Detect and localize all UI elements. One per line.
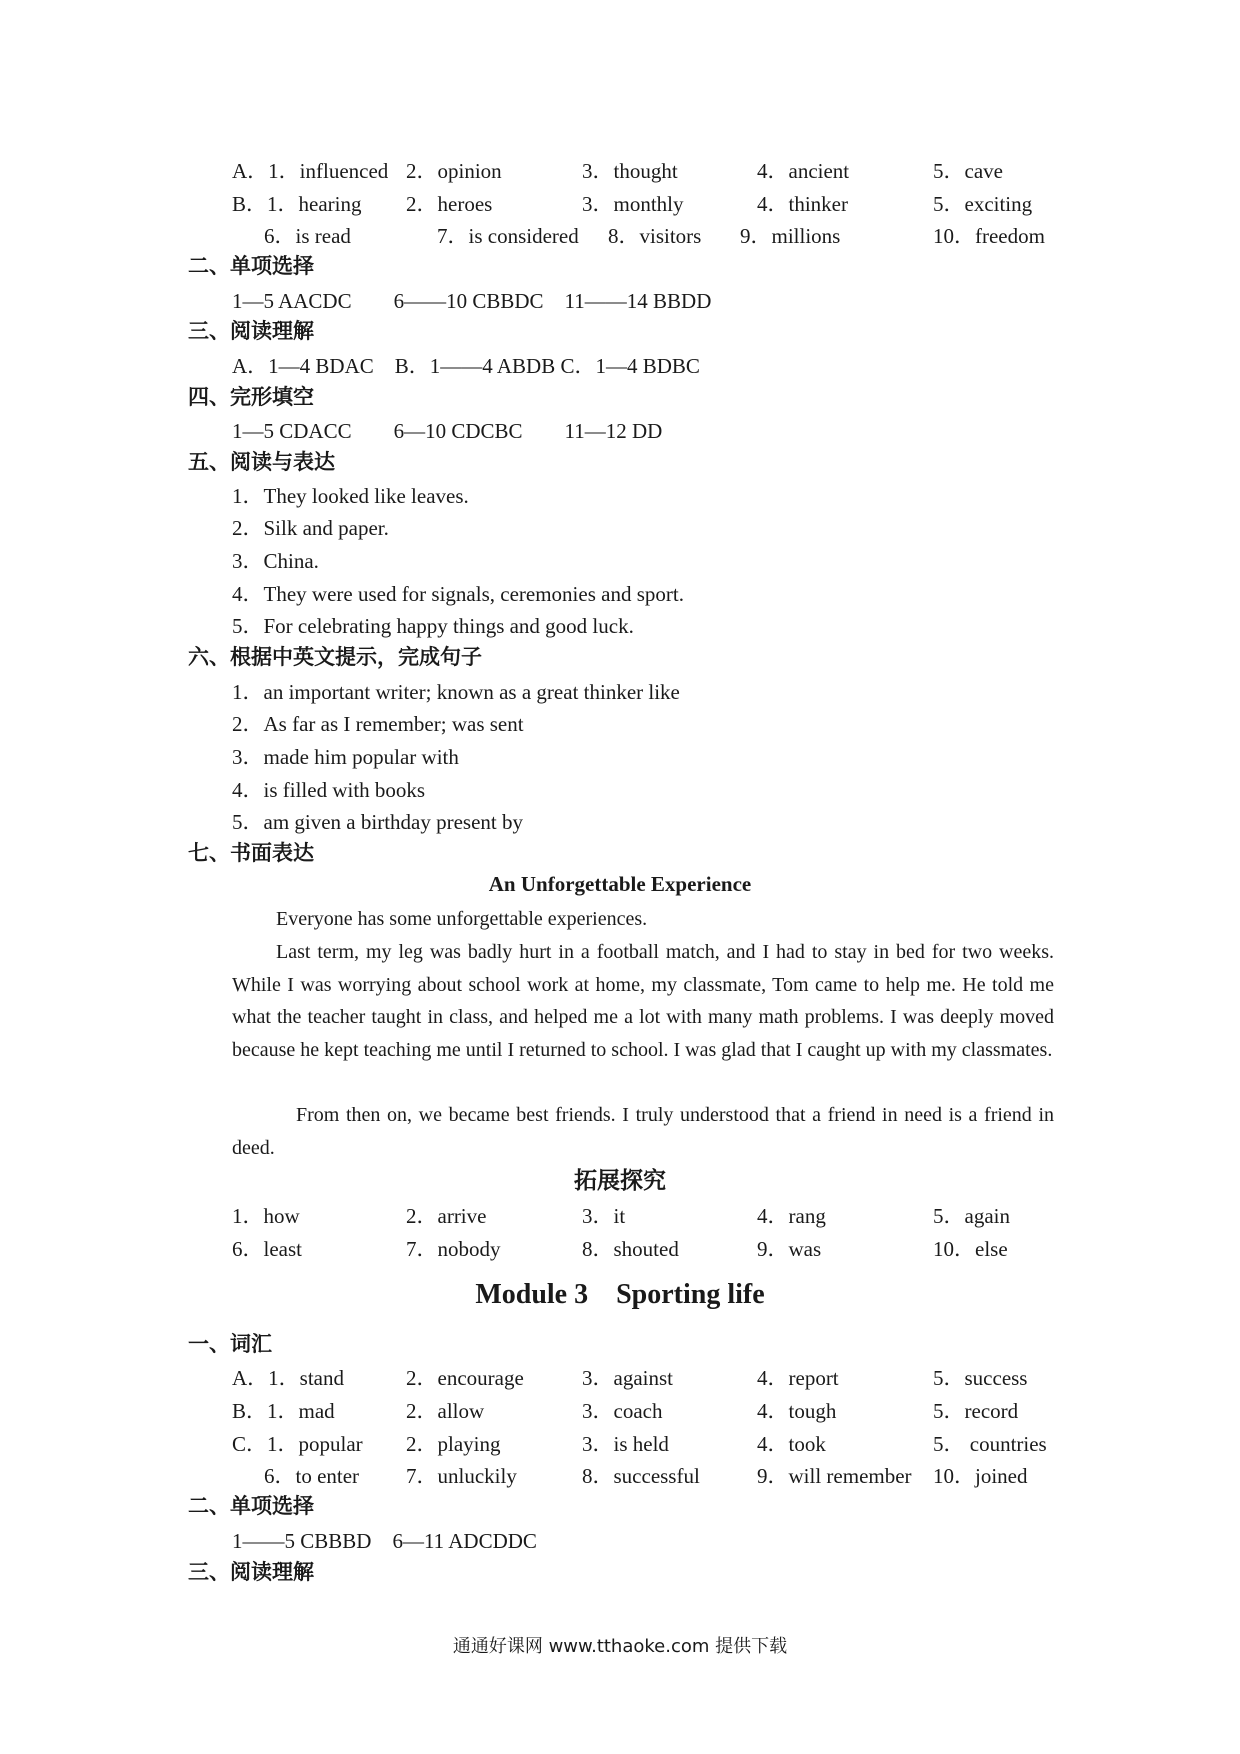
list-item: 1．an important writer; known as a great thinker like xyxy=(232,680,680,704)
grid-cell: 9．was xyxy=(757,1237,822,1261)
section-heading: 七、书面表达 xyxy=(188,841,314,865)
grid-cell: 9．will remember xyxy=(757,1464,912,1488)
grid-cell: 5．exciting xyxy=(933,192,1033,216)
grid-cell: 10．else xyxy=(933,1237,1008,1261)
list-item: 1．They looked like leaves. xyxy=(232,484,469,508)
grid-cell: 3．coach xyxy=(582,1399,663,1423)
module-title: Module 3 Sporting life xyxy=(475,1279,765,1310)
grid-cell: 6．to enter xyxy=(264,1464,360,1488)
list-item: 5．am given a birthday present by xyxy=(232,810,524,834)
grid-cell: 10．joined xyxy=(933,1464,1028,1488)
grid-cell: 2．encourage xyxy=(406,1366,524,1390)
essay-paragraph xyxy=(232,1099,1054,1164)
section-heading: 二、单项选择 xyxy=(188,254,314,278)
grid-cell: B．1．mad xyxy=(232,1399,335,1423)
grid-cell: 5．again xyxy=(933,1204,1010,1228)
grid-cell: 1．how xyxy=(232,1204,300,1228)
grid-cell: 3．it xyxy=(582,1204,626,1228)
grid-cell: 6．least xyxy=(232,1237,302,1261)
grid-cell: 4．thinker xyxy=(757,192,848,216)
answer-line: 1——5 CBBBD 6—11 ADCDDC xyxy=(232,1529,537,1553)
grid-cell: 2．allow xyxy=(406,1399,485,1423)
grid-cell: 6．is read xyxy=(264,224,351,248)
grid-cell: 3．is held xyxy=(582,1432,669,1456)
section-heading: 四、完形填空 xyxy=(188,385,314,409)
section-heading: 二、单项选择 xyxy=(188,1494,314,1518)
section-heading: 三、阅读理解 xyxy=(188,1560,314,1584)
section-heading: 五、阅读与表达 xyxy=(188,450,335,474)
list-item: 5．For celebrating happy things and good luck. xyxy=(232,614,634,638)
grid-cell: 2．opinion xyxy=(406,159,502,183)
list-item: 3．China. xyxy=(232,549,319,573)
essay-paragraph xyxy=(232,936,1054,1066)
grid-cell: 7．is considered xyxy=(437,224,579,248)
list-item: 4．They were used for signals, ceremonies and sport. xyxy=(232,582,684,606)
section-heading: 一、词汇 xyxy=(188,1332,272,1356)
grid-cell: 7．unluckily xyxy=(406,1464,517,1488)
grid-cell: 2．playing xyxy=(406,1432,501,1456)
answer-line: 1—5 CDACC 6—10 CDCBC 11—12 DD xyxy=(232,419,663,443)
section-heading: 六、根据中英文提示，完成句子 xyxy=(188,645,482,669)
grid-cell: A．1．influenced xyxy=(232,159,389,183)
grid-cell: 8．shouted xyxy=(582,1237,679,1261)
grid-cell: 4．report xyxy=(757,1366,839,1390)
grid-cell: 2．arrive xyxy=(406,1204,487,1228)
grid-cell: 9．millions xyxy=(740,224,841,248)
list-item: 4．is filled with books xyxy=(232,778,426,802)
grid-cell: 4．ancient xyxy=(757,159,850,183)
section-heading: 三、阅读理解 xyxy=(188,319,314,343)
grid-cell: 5．cave xyxy=(933,159,1003,183)
grid-cell: 3．monthly xyxy=(582,192,684,216)
footer: 通通好课网 www.tthaoke.com 提供下载 xyxy=(452,1636,788,1657)
grid-cell: 4．took xyxy=(757,1432,826,1456)
grid-cell: 4．tough xyxy=(757,1399,837,1423)
answer-line: A．1—4 BDAC B．1——4 ABDB C．1—4 BDBC xyxy=(232,354,700,378)
grid-cell: C．1．popular xyxy=(232,1432,363,1456)
grid-cell: 7．nobody xyxy=(406,1237,501,1261)
grid-cell: 4．rang xyxy=(757,1204,826,1228)
essay-paragraph: Everyone has some unforgettable experiences. xyxy=(276,908,648,930)
grid-cell: 5．record xyxy=(933,1399,1019,1423)
extension-title: 拓展探究 xyxy=(574,1168,666,1194)
grid-cell: 2．heroes xyxy=(406,192,493,216)
grid-cell: 5．success xyxy=(933,1366,1028,1390)
grid-cell: 5． countries xyxy=(933,1432,1047,1456)
essay-title: An Unforgettable Experience xyxy=(488,872,752,896)
list-item: 3．made him popular with xyxy=(232,745,459,769)
grid-cell: A．1．stand xyxy=(232,1366,344,1390)
grid-cell: B．1．hearing xyxy=(232,192,362,216)
essay-paragraph-text: Last term, my leg was badly hurt in a football match, and I had to stay in bed for two weeks. While I was worrying about school work at home, my classmate, Tom came to help me. He told me what the teacher taught in class, and helped me a lot with many math problems. I was deeply moved because he kept teaching me until I returned to school. I was glad that I caught up with my classmates. xyxy=(232,941,1054,1061)
grid-cell: 3．thought xyxy=(582,159,678,183)
list-item: 2．Silk and paper. xyxy=(232,516,389,540)
grid-cell: 8．visitors xyxy=(608,224,702,248)
grid-cell: 8．successful xyxy=(582,1464,700,1488)
list-item: 2．As far as I remember; was sent xyxy=(232,712,524,736)
answer-line: 1—5 AACDC 6——10 CBBDC 11——14 BBDD xyxy=(232,289,712,313)
grid-cell: 3．against xyxy=(582,1366,673,1390)
grid-cell: 10．freedom xyxy=(933,224,1045,248)
essay-paragraph-text: From then on, we became best friends. I truly understood that a friend in need is a friend in deed. xyxy=(232,1104,1054,1159)
